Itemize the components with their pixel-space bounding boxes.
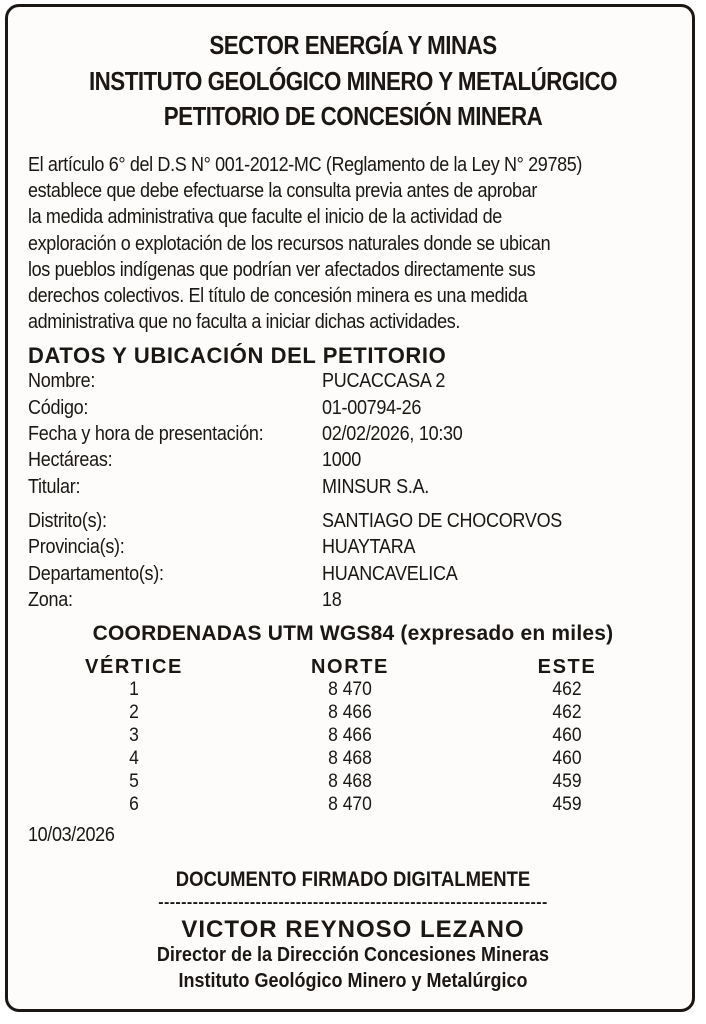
publication-date: 10/03/2026 bbox=[28, 824, 115, 846]
vertice-cell: 3 bbox=[129, 725, 139, 746]
coordinates-title: COORDENADAS UTM WGS84 (expresado en miles) bbox=[92, 622, 614, 645]
signature-divider: -------------------------------------------------------------------- bbox=[158, 894, 548, 911]
intro-line: derechos colectivos. El título de concesión minera es una medida bbox=[28, 285, 528, 308]
este-cell: 462 bbox=[552, 679, 582, 700]
header-sector: SECTOR ENERGÍA Y MINAS bbox=[209, 30, 497, 60]
este-cell: 459 bbox=[552, 794, 582, 815]
este-cell: 460 bbox=[552, 725, 582, 746]
field-value: SANTIAGO DE CHOCORVOS bbox=[322, 510, 563, 532]
intro-line: establece que debe efectuarse la consulta previa antes de aprobar bbox=[28, 180, 537, 203]
field-value: PUCACCASA 2 bbox=[322, 370, 446, 392]
field-label: Departamento(s): bbox=[28, 563, 164, 585]
col-header-vertice: VÉRTICE bbox=[85, 656, 183, 678]
field-label: Código: bbox=[28, 397, 89, 419]
norte-cell: 8 468 bbox=[328, 748, 372, 769]
vertice-cell: 6 bbox=[129, 794, 139, 815]
este-cell: 460 bbox=[552, 748, 582, 769]
intro-line: El artículo 6° del D.S N° 001-2012-MC (Reglamento de la Ley N° 29785) bbox=[28, 154, 583, 176]
field-label: Fecha y hora de presentación: bbox=[28, 423, 264, 445]
field-value: HUAYTARA bbox=[322, 536, 416, 558]
norte-cell: 8 468 bbox=[328, 771, 372, 792]
norte-cell: 8 470 bbox=[328, 794, 372, 815]
vertice-cell: 4 bbox=[129, 748, 139, 769]
field-label: Hectáreas: bbox=[28, 449, 113, 471]
signer-role: Director de la Dirección Concesiones Mineras bbox=[156, 944, 550, 966]
col-header-norte: NORTE bbox=[311, 656, 389, 678]
signed-label: DOCUMENTO FIRMADO DIGITALMENTE bbox=[175, 868, 531, 891]
header-institute: INSTITUTO GEOLÓGICO MINERO Y METALÚRGICO bbox=[88, 66, 618, 96]
field-value: 18 bbox=[322, 589, 342, 611]
norte-cell: 8 470 bbox=[328, 679, 372, 700]
petitorio-section-title: DATOS Y UBICACIÓN DEL PETITORIO bbox=[28, 343, 447, 368]
field-label: Zona: bbox=[28, 589, 73, 611]
intro-line: administrativa que no faculta a iniciar dichas actividades. bbox=[28, 311, 461, 334]
header-petitorio: PETITORIO DE CONCESIÓN MINERA bbox=[163, 101, 543, 131]
field-value: 01-00794-26 bbox=[322, 397, 422, 419]
signer-institution: Instituto Geológico Minero y Metalúrgico bbox=[178, 970, 528, 992]
field-value: 02/02/2026, 10:30 bbox=[322, 423, 463, 445]
intro-line: los pueblos indígenas que podrían ver afectados directamente sus bbox=[28, 258, 536, 281]
intro-paragraph bbox=[28, 152, 678, 335]
signer-name: VICTOR REYNOSO LEZANO bbox=[181, 916, 525, 943]
vertice-cell: 2 bbox=[129, 702, 139, 723]
intro-line: exploración o explotación de los recursos naturales donde se ubican bbox=[28, 232, 551, 255]
este-cell: 459 bbox=[552, 771, 582, 792]
field-value: MINSUR S.A. bbox=[322, 476, 430, 498]
field-label: Nombre: bbox=[28, 370, 96, 392]
intro-line: la medida administrativa que faculte el inicio de la actividad de bbox=[28, 206, 502, 229]
vertice-cell: 5 bbox=[129, 771, 139, 792]
field-value: 1000 bbox=[322, 449, 361, 471]
norte-cell: 8 466 bbox=[328, 725, 372, 746]
field-label: Titular: bbox=[28, 476, 81, 498]
vertice-cell: 1 bbox=[129, 679, 139, 700]
field-label: Provincia(s): bbox=[28, 536, 125, 558]
field-label: Distrito(s): bbox=[28, 510, 107, 532]
col-header-este: ESTE bbox=[537, 656, 597, 678]
este-cell: 462 bbox=[552, 702, 582, 723]
norte-cell: 8 466 bbox=[328, 702, 372, 723]
field-value: HUANCAVELICA bbox=[322, 563, 458, 585]
